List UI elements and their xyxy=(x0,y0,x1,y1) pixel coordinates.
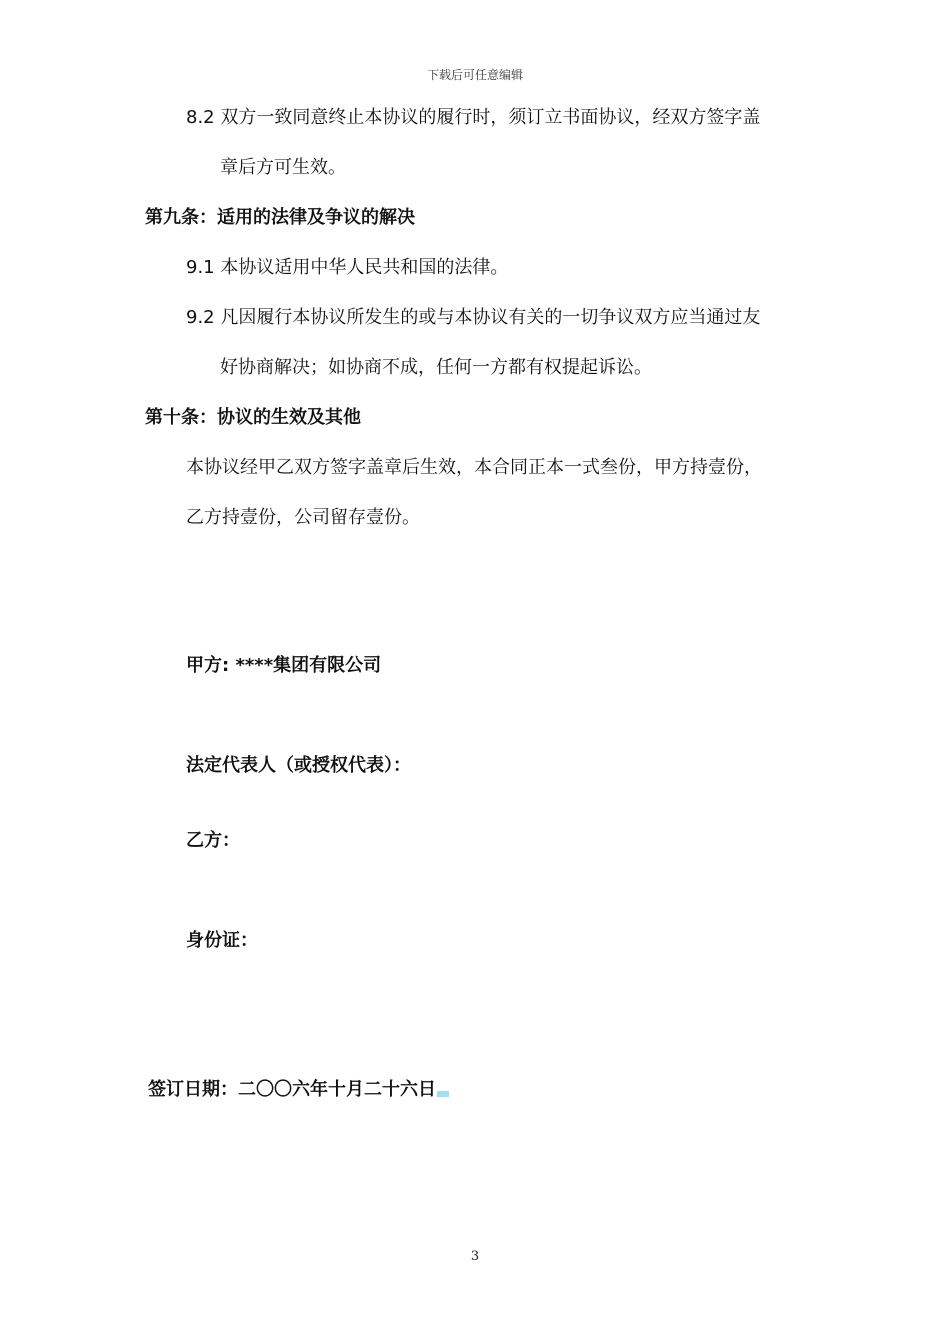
legal-representative-label: 法定代表人（或授权代表）： xyxy=(186,755,411,776)
cursor-marker-icon xyxy=(437,1091,449,1097)
article-9-heading: 第九条：适用的法律及争议的解决 xyxy=(145,207,415,228)
clause-8-2-line2: 章后方可生效。 xyxy=(220,157,346,178)
clause-9-1: 9.1 本协议适用中华人民共和国的法律。 xyxy=(186,257,509,278)
sign-date-text: 签订日期：二〇〇六年十月二十六日 xyxy=(148,1079,436,1100)
article-10-heading: 第十条：协议的生效及其他 xyxy=(145,407,361,428)
sign-date-line xyxy=(148,1078,449,1102)
party-b-label: 乙方： xyxy=(186,830,240,851)
id-card-label: 身份证： xyxy=(186,930,258,951)
clause-8-2-line1: 8.2 双方一致同意终止本协议的履行时，须订立书面协议，经双方签字盖 xyxy=(186,107,761,128)
clause-9-2-line2: 好协商解决；如协商不成，任何一方都有权提起诉讼。 xyxy=(220,357,652,378)
page-number: 3 xyxy=(470,1249,480,1264)
party-a-label: 甲方: ****集团有限公司 xyxy=(186,655,382,676)
article-10-body-line2: 乙方持壹份，公司留存壹份。 xyxy=(186,507,420,528)
page-header: 下载后可任意编辑 xyxy=(426,68,523,82)
clause-9-2-line1: 9.2 凡因履行本协议所发生的或与本协议有关的一切争议双方应当通过友 xyxy=(186,307,761,328)
article-10-body-line1: 本协议经甲乙双方签字盖章后生效，本合同正本一式叁份，甲方持壹份， xyxy=(186,457,762,478)
